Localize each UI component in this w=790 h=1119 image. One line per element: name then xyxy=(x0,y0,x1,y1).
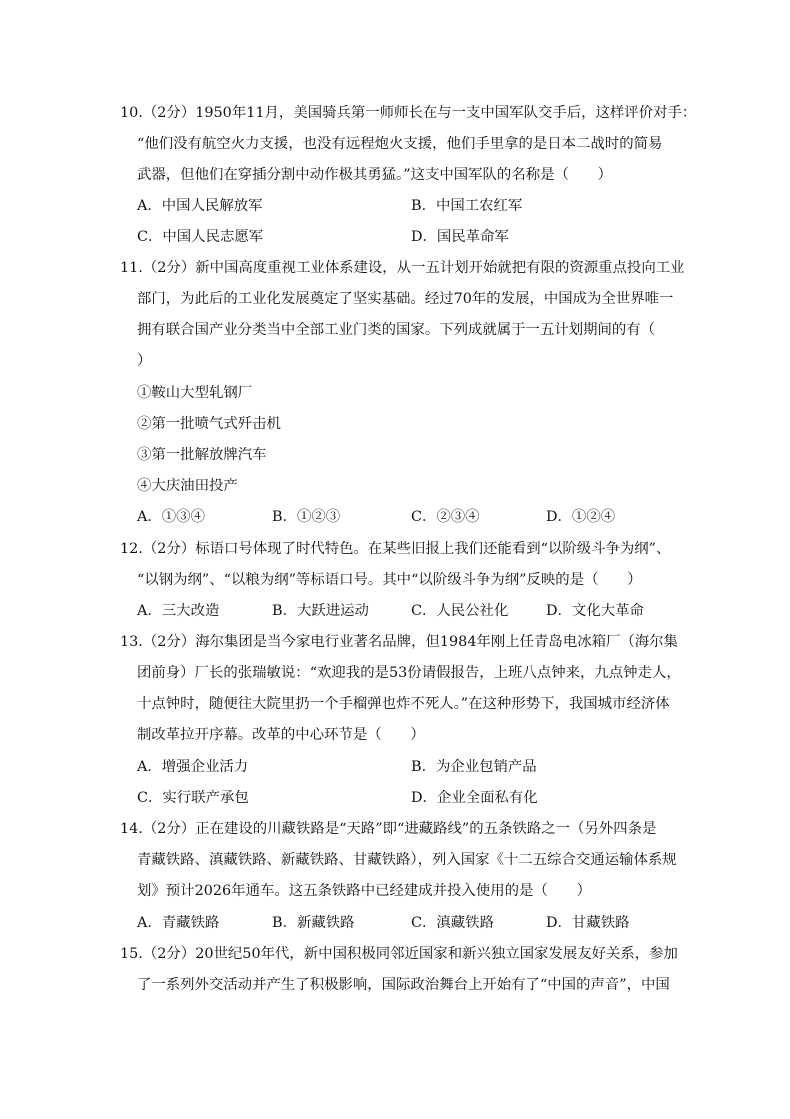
question-10-stem-line-2: “他们没有航空火力支援，也没有远程炮火支援，他们手里拿的是日本二战时的简易 xyxy=(137,136,663,152)
question-13-stem-line-2: 团前身）厂长的张瑞敏说：“欢迎我的是53份请假报告，上班八点钟来，九点钟走人， xyxy=(137,665,681,681)
question-15-stem-line-1: 15.（2分）20世纪50年代，新中国积极同邻近国家和新兴独立国家发展友好关系，参加 xyxy=(120,946,678,962)
question-10-option-c[interactable]: C．中国人民志愿军 xyxy=(137,229,264,245)
question-14-stem-line-1: 14.（2分）正在建设的川藏铁路是“天路”即“进藏路线”的五条铁路之一（另外四条是 xyxy=(120,821,657,837)
question-10-option-a[interactable]: A．中国人民解放军 xyxy=(137,198,263,214)
question-10-option-b[interactable]: B．中国工农红军 xyxy=(411,198,523,214)
question-14-stem-line-2: 青藏铁路、滇藏铁路、新藏铁路、甘藏铁路），列入国家《十二五综合交通运输体系规 xyxy=(137,852,677,868)
question-12-option-c[interactable]: C．人民公社化 xyxy=(411,603,509,619)
question-14-option-c[interactable]: C．滇藏铁路 xyxy=(411,915,494,931)
question-12-option-d[interactable]: D．文化大革命 xyxy=(546,603,644,619)
question-12-stem-line-1: 12.（2分）标语口号体现了时代特色。在某些旧报上我们还能看到“以阶级斗争为纲”、 xyxy=(120,541,671,557)
question-12-stem-line-2: “以钢为纲”、“以粮为纲”等标语口号。其中“以阶级斗争为纲”反映的是（ ） xyxy=(137,572,642,588)
question-13-option-b[interactable]: B．为企业包销产品 xyxy=(411,759,537,775)
question-11-item-1: ①鞍山大型轧钢厂 xyxy=(137,385,253,401)
question-11-stem-line-2: 部门，为此后的工业化发展奠定了坚实基础。经过70年的发展，中国成为全世界唯一 xyxy=(137,291,674,307)
question-11-option-b[interactable]: B．①②③ xyxy=(272,509,341,525)
question-14-stem-line-3: 划》预计2026年通车。这五条铁路中已经建成并投入使用的是（ ） xyxy=(137,883,591,899)
question-11-stem-line-4: ） xyxy=(137,353,152,369)
question-11-stem-line-1: 11.（2分）新中国高度重视工业体系建设，从一五计划开始就把有限的资源重点投向工业 xyxy=(120,260,685,276)
question-11-item-2: ②第一批喷气式歼击机 xyxy=(137,416,281,432)
question-13-stem-line-1: 13.（2分）海尔集团是当今家电行业著名品牌，但1984年刚上任青岛电冰箱厂（海尔集 xyxy=(120,634,678,650)
question-14-option-b[interactable]: B．新藏铁路 xyxy=(272,915,355,931)
question-10-option-d[interactable]: D．国民革命军 xyxy=(411,229,509,245)
question-13-stem-line-3: 十点钟时，随便往大院里扔一个手榴弹也炸不死人。”在这种形势下，我国城市经济体 xyxy=(137,696,670,712)
question-11-option-d[interactable]: D．①②④ xyxy=(546,509,616,525)
question-11-option-c[interactable]: C．②③④ xyxy=(411,509,480,525)
question-13-option-c[interactable]: C．实行联产承包 xyxy=(137,790,249,806)
question-11-option-a[interactable]: A．①③④ xyxy=(137,509,205,525)
question-11-stem-line-3: 拥有联合国产业分类当中全部工业门类的国家。下列成就属于一五计划期间的有（ xyxy=(137,322,656,338)
question-13-stem-line-4: 制改革拉开序幕。改革的中心环节是（ ） xyxy=(137,727,425,743)
question-12-option-b[interactable]: B．大跃进运动 xyxy=(272,603,369,619)
question-13-option-d[interactable]: D．企业全面私有化 xyxy=(411,790,538,806)
question-12-option-a[interactable]: A．三大改造 xyxy=(137,603,220,619)
question-11-item-3: ③第一批解放牌汽车 xyxy=(137,447,267,463)
question-13-option-a[interactable]: A．增强企业活力 xyxy=(137,759,249,775)
question-10-stem-line-1: 10.（2分）1950年11月，美国骑兵第一师师长在与一支中国军队交手后，这样评价对手： xyxy=(120,105,697,121)
question-11-item-4: ④大庆油田投产 xyxy=(137,478,238,494)
question-15-stem-line-2: 了一系列外交活动并产生了积极影响，国际政治舞台上开始有了“中国的声音”，中国 xyxy=(137,977,670,993)
question-14-option-a[interactable]: A．青藏铁路 xyxy=(137,915,220,931)
question-10-stem-line-3: 武器，但他们在穿插分割中动作极其勇猛。”这支中国军队的名称是（ ） xyxy=(137,167,613,183)
question-14-option-d[interactable]: D．甘藏铁路 xyxy=(546,915,630,931)
